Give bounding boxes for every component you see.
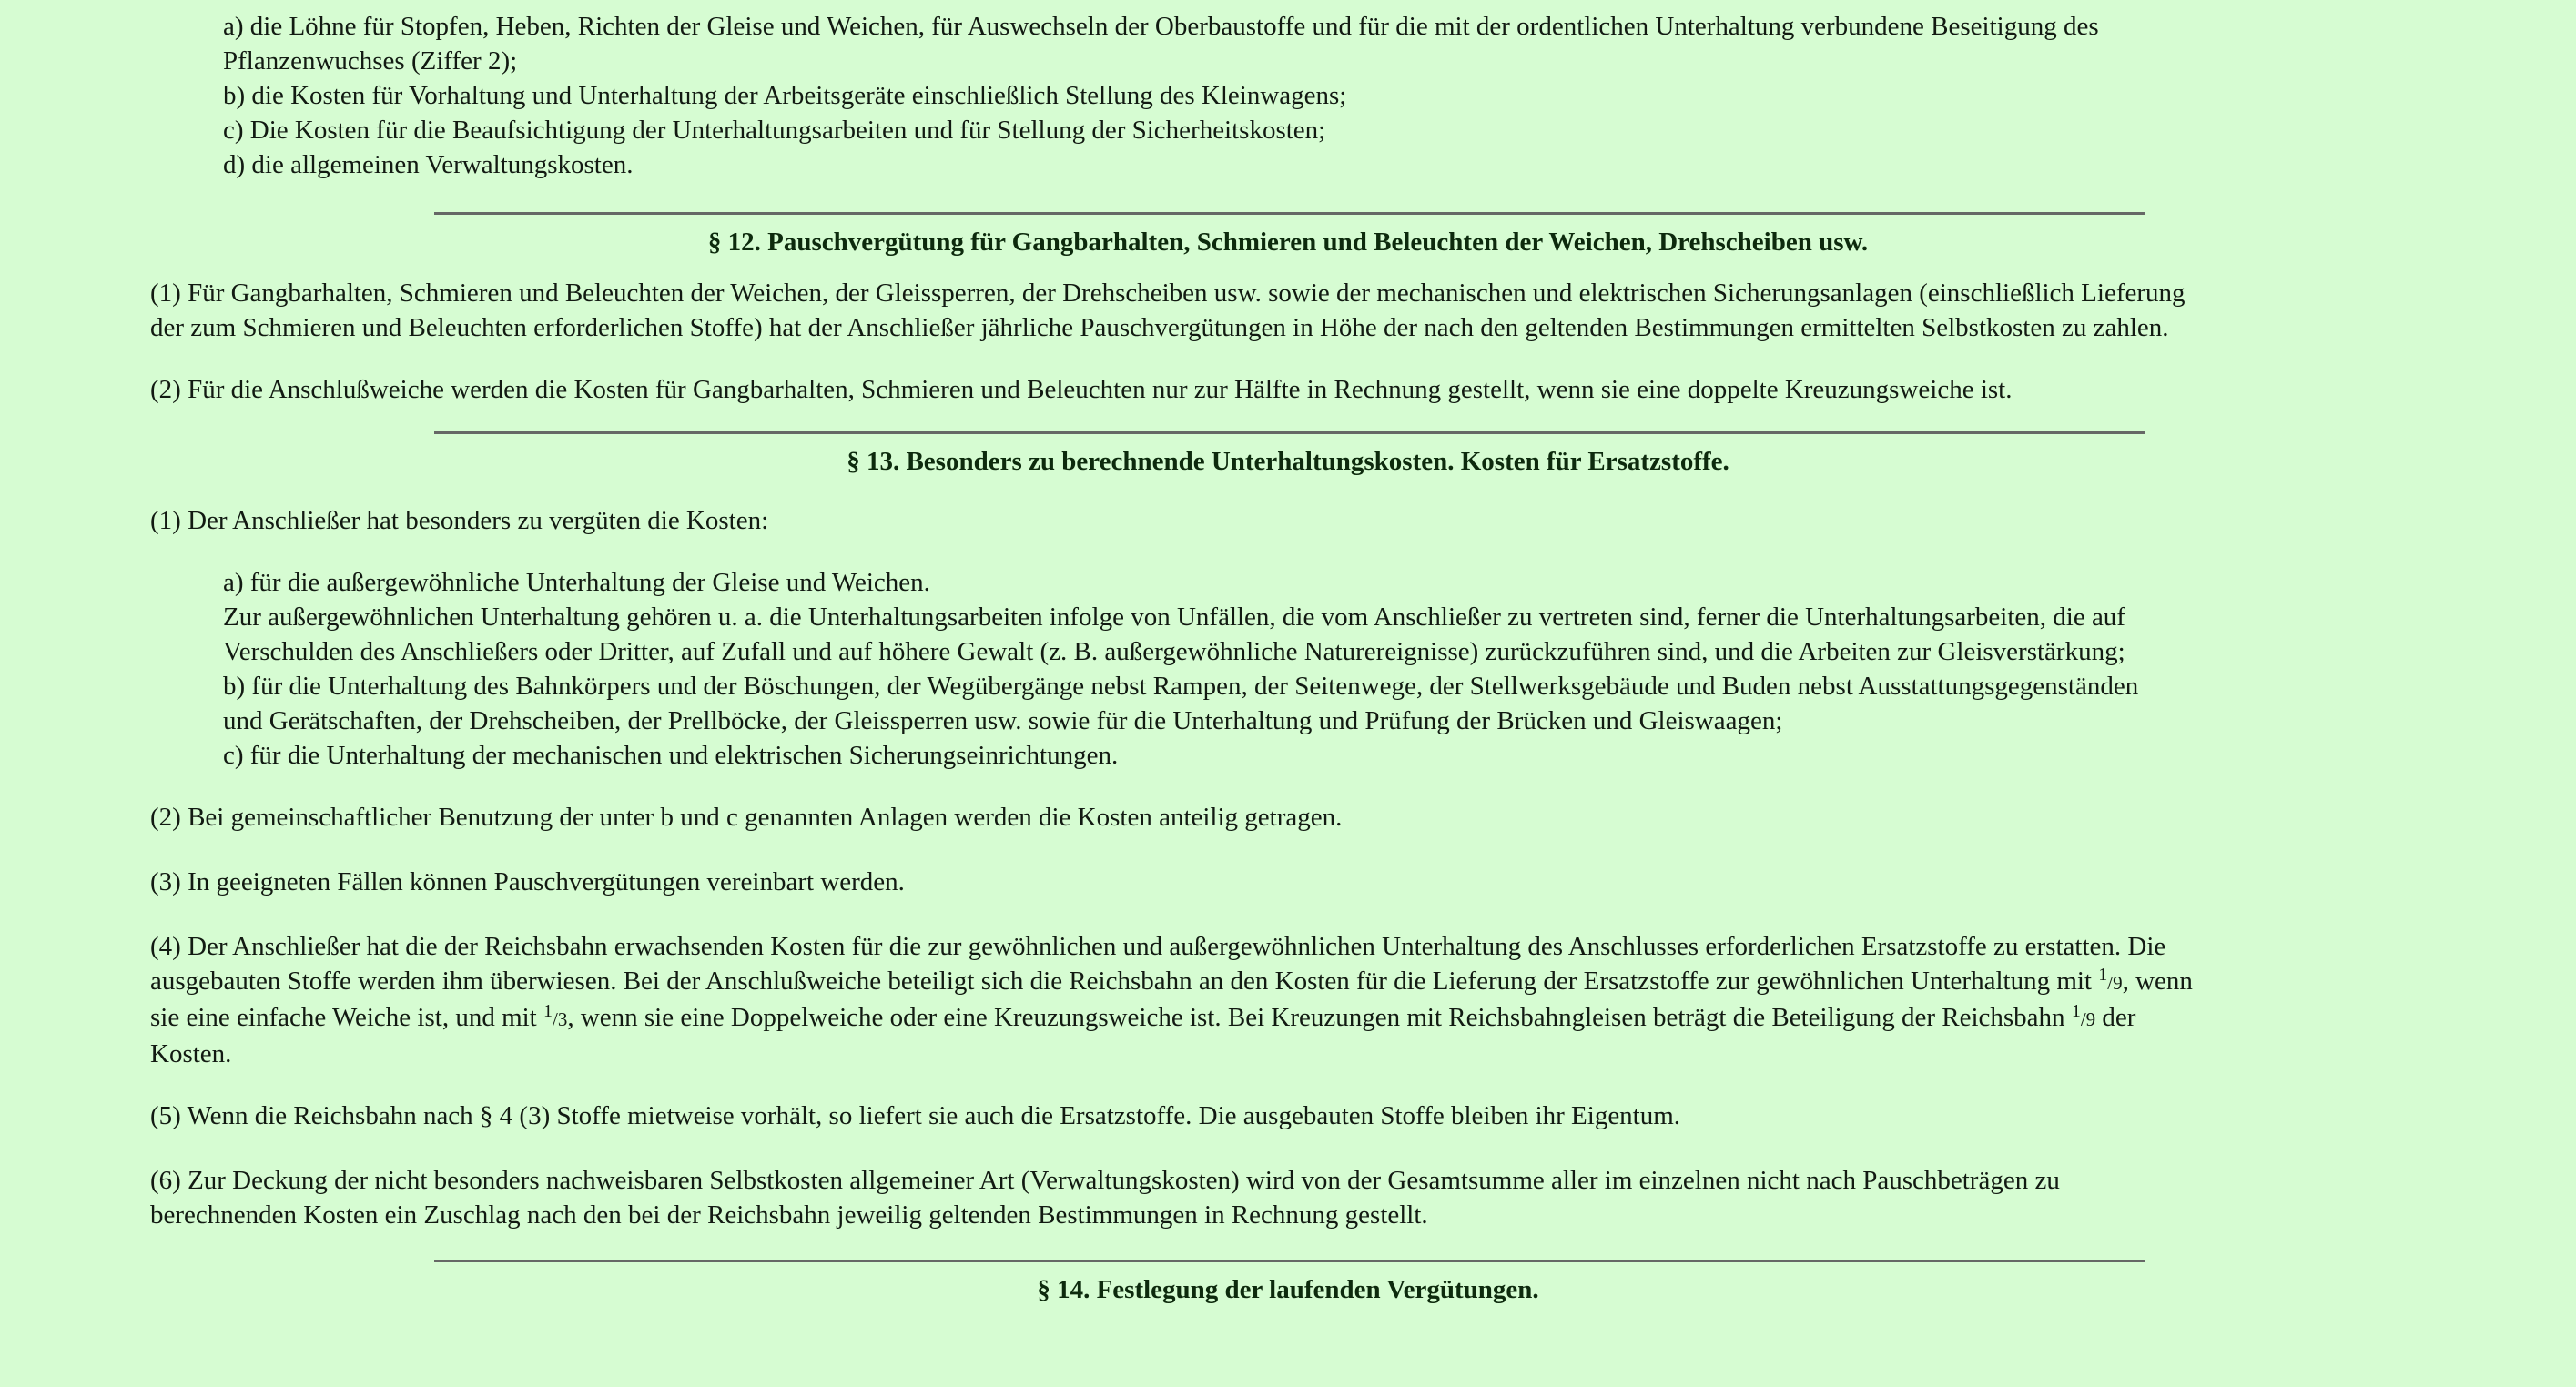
list-item: d) die allgemeinen Verwaltungskosten. [223,150,634,179]
section-13-heading: § 13. Besonders zu berechnende Unterhaltungskosten. Kosten für Ersatzstoffe. [847,447,1729,476]
fraction-one-ninth: $^1$/9 [2098,965,2123,994]
paragraph-line: berechnenden Kosten ein Zuschlag nach den bei der Reichsbahn jeweilig geltenden Bestimmungen in Rechnung gestellt. [150,1200,1428,1230]
list-item: a) für die außergewöhnliche Unterhaltung der Gleise und Weichen. [223,568,930,597]
paragraph-line: der zum Schmieren und Beleuchten erforderlichen Stoffe) hat der Anschließer jährliche Pauschvergütungen in Höhe der nach den geltenden Bestimmungen ermittelten Selbstkosten zu zahlen. [150,313,2169,342]
list-item: und Gerätschaften, der Drehscheiben, der Prellböcke, der Gleissperren usw. sowie für die Unterhaltung und Prüfung der Brücken und Gleiswaagen; [223,706,1783,735]
list-item: b) für die Unterhaltung des Bahnkörpers und der Böschungen, der Wegübergänge nebst Rampen, der Seitenwege, der Stellwerksgebäude und Buden nebst Ausstattungsgegenständen [223,672,2139,701]
section-12-heading: § 12. Pauschvergütung für Gangbarhalten, Schmieren und Beleuchten der Weichen, Drehscheiben usw. [707,228,1869,257]
paragraph-line: ausgebauten Stoffe werden ihm überwiesen. Bei der Anschlußweiche beteiligt sich die Reichsbahn an den Kosten für die Lieferung der Ersatzstoffe zur gewöhnlichen Unterhaltung mit [150,967,2099,996]
list-item: Pflanzenwuchses (Ziffer 2); [223,46,518,76]
section-13-list [223,565,2426,773]
section-12-paragraph-1 [150,276,2426,345]
section-divider [434,212,2145,215]
section-13-paragraph-1: (1) Der Anschließer hat besonders zu vergüten die Kosten: [150,506,769,535]
section-13-paragraph-4: (4) Der Anschließer hat die der Reichsbahn erwachsenden Kosten für die zur gewöhnlichen und außergewöhnlichen Unterhaltung des Anschlusses erforderlichen Ersatzstoffe zu erstatten. Die ausgebauten Stoffe werden ihm überwiesen. Bei der Anschlußweiche beteiligt sich die Reichsbahn an den Kosten für die Lieferung der Ersatzstoffe zur gewöhnlichen Unterhaltung mit $^1$/9, wenn sie eine einfache Weiche ist, und mit $^1$/3, wenn sie eine Doppelweiche oder eine Kreuzungsweiche ist. Bei Kreuzungen mit Reichsbahngleisen beträgt die Beteiligung der Reichsbahn $^1$/9 der Kosten. [150,932,2193,1068]
list-item: Zur außergewöhnlichen Unterhaltung gehören u. a. die Unterhaltungsarbeiten infolge von Unfällen, die vom Anschließer zu vertreten sind, ferner die Unterhaltungsarbeiten, die auf [223,602,2125,632]
fraction-one-third: $^1$/3 [543,1001,568,1030]
paragraph-line: (6) Zur Deckung der nicht besonders nachweisbaren Selbstkosten allgemeiner Art (Verwaltungskosten) wird von der Gesamtsumme aller im einzelnen nicht nach Pauschbeträgen zu [150,1166,2060,1195]
section-divider [434,431,2145,434]
list-item: Verschulden des Anschließers oder Dritter, auf Zufall und auf höhere Gewalt (z. B. außergewöhnliche Naturereignisse) zurückzuführen sind, und die Arbeiten zur Gleisverstärkung; [223,637,2125,666]
section-divider [434,1260,2145,1262]
section-13-paragraph-2: (2) Bei gemeinschaftlicher Benutzung der unter b und c genannten Anlagen werden die Kosten anteilig getragen. [150,803,1343,832]
paragraph-line: Kosten. [150,1039,232,1068]
section-13-paragraph-6 [150,1163,2426,1232]
section-12-paragraph-2: (2) Für die Anschlußweiche werden die Kosten für Gangbarhalten, Schmieren und Beleuchten nur zur Hälfte in Rechnung gestellt, wenn sie eine doppelte Kreuzungsweiche ist. [150,375,2013,404]
list-item: c) für die Unterhaltung der mechanischen und elektrischen Sicherungseinrichtungen. [223,741,1119,770]
document-content [150,9,2426,1307]
fraction-one-ninth: $^1$/9 [2071,1001,2096,1030]
list-item: a) die Löhne für Stopfen, Heben, Richten der Gleise und Weichen, für Auswechseln der Oberbaustoffe und für die mit der ordentlichen Unterhaltung verbundene Beseitigung des [223,12,2099,41]
paragraph-line: (1) Für Gangbarhalten, Schmieren und Beleuchten der Weichen, der Gleissperren, der Drehscheiben usw. sowie der mechanischen und elektrischen Sicherungsanlagen (einschließlich Lieferung [150,278,2186,308]
top-list [223,9,2426,182]
paragraph-line: (4) Der Anschließer hat die der Reichsbahn erwachsenden Kosten für die zur gewöhnlichen und außergewöhnlichen Unterhaltung des Anschlusses erforderlichen Ersatzstoffe zu erstatten. Die [150,932,2166,961]
list-item: c) Die Kosten für die Beaufsichtigung der Unterhaltungsarbeiten und für Stellung der Sicherheitskosten; [223,116,1326,145]
section-13-paragraph-3: (3) In geeigneten Fällen können Pauschvergütungen vereinbart werden. [150,867,905,896]
paragraph-line: sie eine einfache Weiche ist, und mit [150,1003,543,1032]
list-item: b) die Kosten für Vorhaltung und Unterhaltung der Arbeitsgeräte einschließlich Stellung des Kleinwagens; [223,81,1347,110]
section-14-heading: § 14. Festlegung der laufenden Vergütungen. [1037,1275,1539,1304]
section-13-paragraph-5: (5) Wenn die Reichsbahn nach § 4 (3) Stoffe mietweise vorhält, so liefert sie auch die Ersatzstoffe. Die ausgebauten Stoffe bleiben ihr Eigentum. [150,1101,1681,1130]
